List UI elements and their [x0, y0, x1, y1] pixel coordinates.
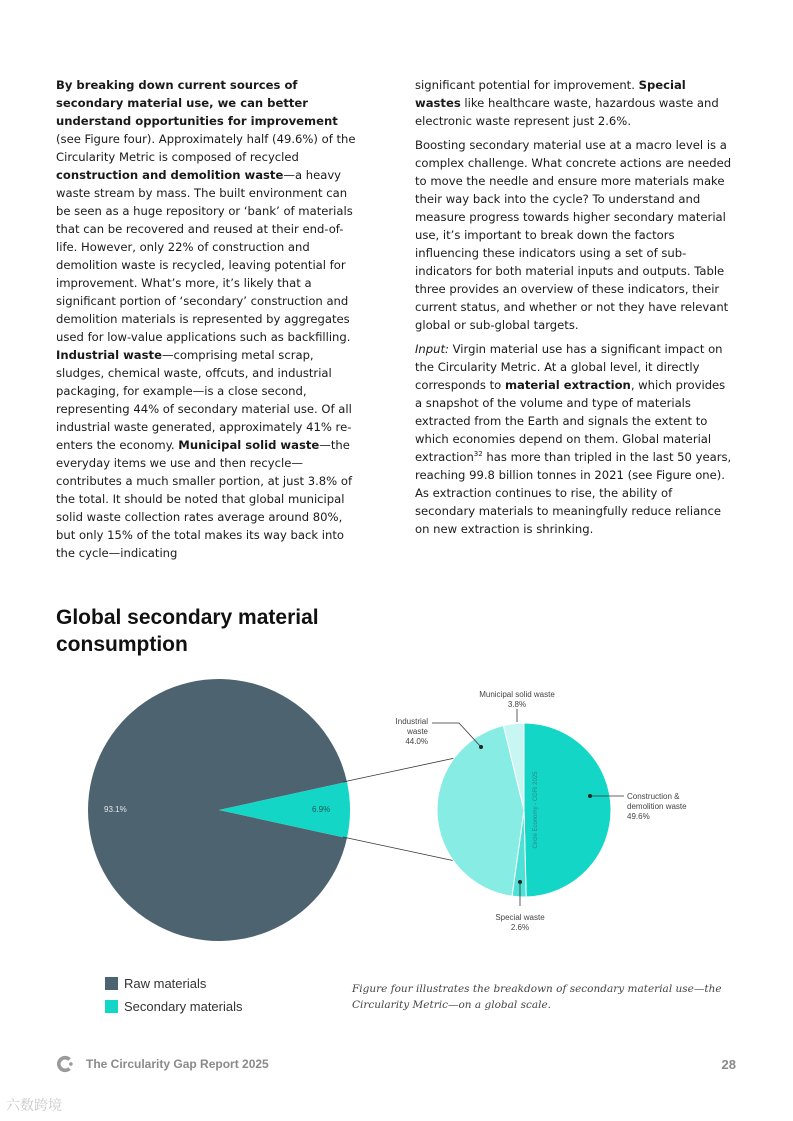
main-pie	[88, 679, 350, 941]
page-footer	[56, 1052, 736, 1076]
text-run: Virgin material use has a significant impact on the Circularity Metric. At a global level, it directly corresponds to	[415, 342, 723, 392]
callout-industrial-waste: Industrial waste 44.0%	[395, 717, 428, 746]
text-run: like healthcare waste, hazardous waste and electronic waste represent just 2.6%.	[415, 96, 719, 128]
callout-special-waste: Special waste 2.6%	[495, 913, 545, 932]
right-paragraph-3	[415, 340, 735, 538]
right-paragraph-2: Boosting secondary material use at a macro level is a complex challenge. What concrete actions are needed to move the needle and ensure more materials make their way back into the cycle? To understand and measure progress towards higher secondary material use, it’s important to break down the factors influencing these indicators using a set of sub-indicators for both material inputs and outputs. Table three provides an overview of these indicators, their current status, and whether or not they have relevant global or sub-global targets.	[415, 138, 732, 332]
bold-term-extraction: material extraction	[504, 378, 631, 392]
watermark: 六数跨境	[6, 1098, 62, 1114]
text-run: —a heavy waste stream by mass. The built environment can be seen as a huge repository or ‘bank’ of materials that can be recovered and reused at their end-of-life. However, only 22% of construction and demolition waste is recycled, leaving potential for improvement. What’s more, it’s likely that a significant portion of ‘secondary’ construction and demolition materials is represented by aggregates used for low-value applications such as backfilling.	[56, 168, 353, 344]
left-text-column	[56, 76, 361, 568]
connector-line-bottom	[343, 837, 455, 861]
italic-label-input: Input:	[415, 342, 449, 356]
text-run: , which provides a snapshot of the volume and type of materials extracted from the Earth and signals the extent to which economies depend on them. Global material extraction	[415, 378, 726, 464]
bold-term-municipal: Municipal solid waste	[178, 438, 320, 452]
legend-swatch-secondary	[105, 1000, 118, 1013]
footnote-ref[interactable]: 32	[473, 450, 483, 459]
bold-term-special: Special wastes	[415, 78, 686, 110]
lead-sentence: By breaking down current sources of secondary material use, we can better understand opportunities for improvement	[56, 78, 338, 128]
callout-construction: Construction & demolition waste 49.6%	[627, 792, 687, 821]
text-run: significant potential for improvement.	[415, 78, 639, 92]
connector-line-top	[343, 758, 455, 782]
left-paragraph	[56, 76, 361, 562]
text-run: (see Figure four). Approximately half (49.6%) of the Circularity Metric is composed of recycled	[56, 132, 356, 164]
text-run: has more than tripled in the last 50 years, reaching 99.8 billion tonnes in 2021 (see Figure one). As extraction continues to rise, the ability of secondary materials to meaningfully reduce reliance on new extraction is shrinking.	[415, 450, 732, 536]
page-number: 28	[721, 1056, 736, 1072]
bold-term-industrial: Industrial waste	[56, 348, 162, 362]
figure-title: Global secondary material consumption	[56, 606, 319, 656]
legend-label: Raw materials	[124, 976, 207, 991]
report-title: The Circularity Gap Report 2025	[86, 1057, 269, 1071]
breakdown-pie	[437, 723, 611, 897]
legend-item-raw	[105, 972, 243, 995]
legend-label: Secondary materials	[124, 999, 243, 1014]
bold-term-construction: construction and demolition waste	[56, 168, 284, 182]
data-label-secondary: 6.9%	[312, 805, 331, 814]
figure-caption: Figure four illustrates the breakdown of secondary material use—the Circularity Metric—on a global scale.	[352, 983, 722, 1011]
legend-swatch-raw	[105, 977, 118, 990]
right-text-column	[415, 76, 735, 544]
text-run: —the everyday items we use and then recycle—contributes a much smaller portion, at just 3.8% of the total. It should be noted that global municipal solid waste collection rates average around 80%, but only 15% of the total makes its way back into the cycle—indicating	[56, 438, 353, 560]
text-run: —comprising metal scrap, sludges, chemical waste, offcuts, and industrial packaging, for example—is a close second, representing 44% of secondary material use. Of all industrial waste generated, approximately 41% re-enters the economy.	[56, 348, 352, 452]
callout-municipal-solid-waste: Municipal solid waste 3.8%	[479, 690, 555, 709]
pie-chart-figure	[0, 660, 793, 960]
chart-credit: Circle Economy - CGRi 2025	[533, 771, 539, 849]
right-paragraph-1	[415, 76, 735, 130]
legend-item-secondary	[105, 995, 243, 1018]
chart-legend	[105, 972, 243, 1018]
data-label-raw: 93.1%	[104, 805, 127, 814]
circularity-logo-icon	[56, 1055, 74, 1073]
